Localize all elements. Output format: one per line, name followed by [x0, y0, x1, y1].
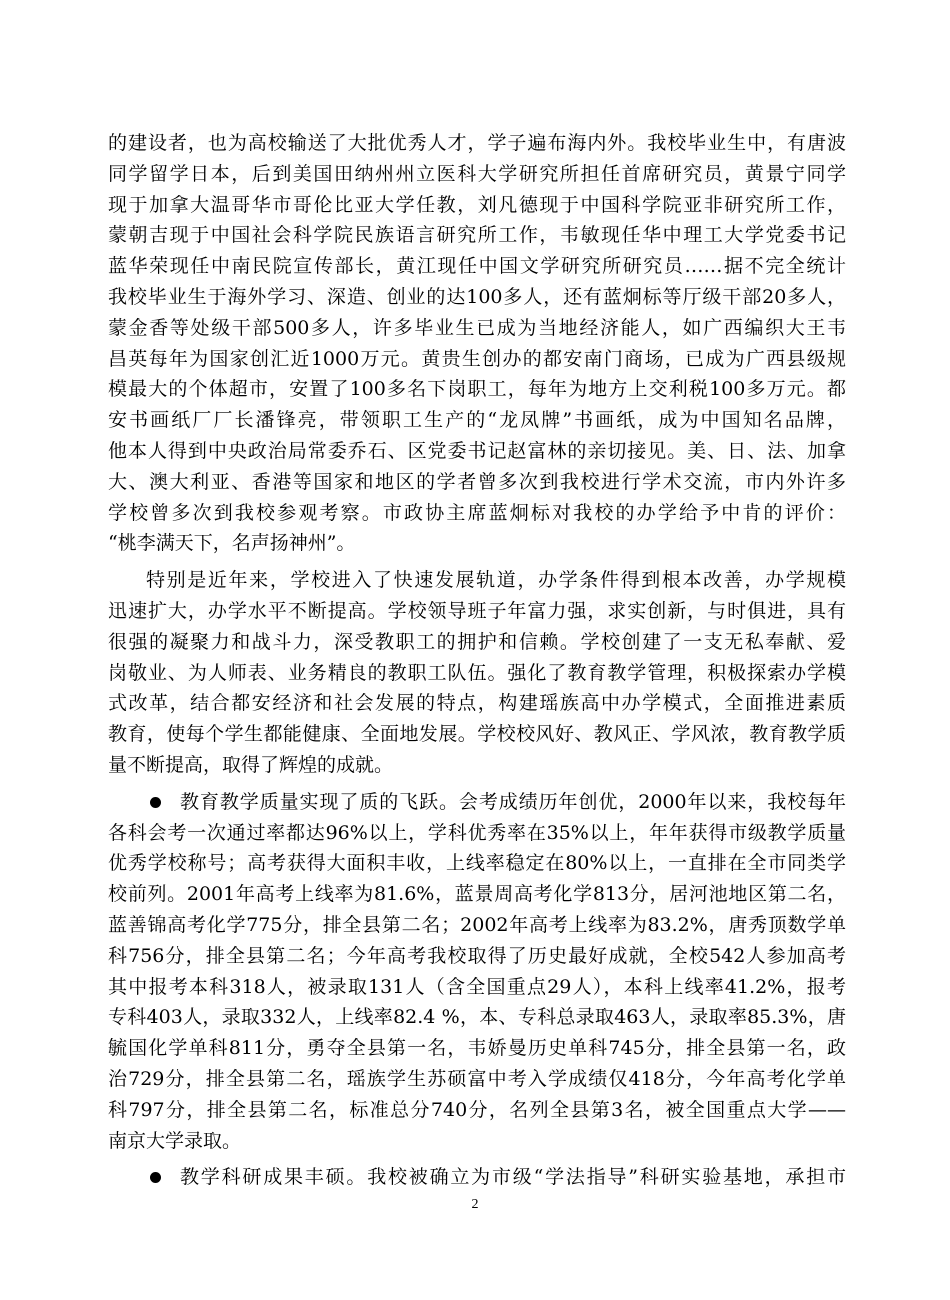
text-line: 专科403人，录取332人，上线率82.4 %，本、专科总录取463人，录取率85.3%，唐 [108, 1006, 846, 1029]
bullet-research [108, 1162, 846, 1193]
text-line: 量不断提高，取得了辉煌的成就。 [108, 753, 394, 776]
text-line: 科756分，排全县第二名；今年高考我校取得了历史最好成就，全校542人参加高考 [108, 944, 846, 967]
text-line: 毓国化学单科811分，勇夺全县第一名，韦娇曼历史单科745分，排全县第一名，政 [108, 1037, 846, 1060]
text-line: 迅速扩大，办学水平不断提高。学校领导班子年富力强，求实创新，与时俱进，具有 [108, 599, 846, 622]
text-line: 蓝华荣现任中南民院宣传部长，黄江现任中国文学研究所研究员……据不完全统计 [108, 255, 846, 278]
text-line: 式改革，结合都安经济和社会发展的特点，构建瑶族高中办学模式，全面推进素质 [108, 692, 846, 715]
text-line: 安书画纸厂厂长潘锋亮，带领职工生产的“龙凤牌”书画纸，成为中国知名品牌， [108, 409, 846, 432]
text-line: 岗敬业、为人师表、业务精良的教职工队伍。强化了教育教学管理，积极探索办学模 [108, 661, 846, 684]
paragraph-alumni [108, 128, 846, 559]
bullet-first-line [108, 787, 846, 818]
bullet-first-line [108, 1162, 846, 1193]
text-line: 的建设者，也为高校输送了大批优秀人才，学子遍布海内外。我校毕业生中，有唐波 [108, 132, 846, 154]
text-line: “桃李满天下，名声扬神州”。 [108, 532, 356, 555]
text-line: 学校曾多次到我校参观考察。市政协主席蓝炯标对我校的办学给予中肯的评价： [108, 501, 846, 524]
text-line: 模最大的个体超市，安置了100多名下岗职工，每年为地方上交利税100多万元。都 [108, 378, 846, 401]
text-line: 我校毕业生于海外学习、深造、创业的达100多人，还有蓝炯标等厅级干部20多人， [108, 285, 846, 308]
text-line: 大、澳大利亚、香港等国家和地区的学者曾多次到我校进行学术交流，市内外许多 [108, 470, 846, 493]
text-line: 特别是近年来，学校进入了快速发展轨道，办学条件得到根本改善，办学规模 [146, 569, 846, 592]
text-line: 同学留学日本，后到美国田纳州州立医科大学研究所担任首席研究员，黄景宁同学 [108, 162, 846, 185]
text-line: 蓝善锦高考化学775分，排全县第二名；2002年高考上线率为83.2%，唐秀顶数学单 [108, 913, 846, 936]
text-line: 校前列。2001年高考上线率为81.6%，蓝景周高考化学813分，居河池地区第二名， [108, 883, 846, 906]
text-line: 教学科研成果丰硕。我校被确立为市级“学法指导”科研实验基地，承担市 [180, 1166, 846, 1189]
text-line: 其中报考本科318人，被录取131人（含全国重点29人），本科上线率41.2%，报考 [108, 975, 846, 998]
text-line: 现于加拿大温哥华市哥伦比亚大学任教，刘凡德现于中国科学院亚非研究所工作， [108, 193, 846, 216]
bullet-teaching-quality [108, 787, 846, 1157]
text-line: 昌英每年为国家创汇近1000万元。黄贵生创办的都安南门商场，已成为广西县级规 [108, 347, 846, 370]
paragraph-recent-development [108, 565, 846, 781]
text-line: 教育，使每个学生都能健康、全面地发展。学校校风好、教风正、学风浓，教育教学质 [108, 723, 846, 746]
text-line: 各科会考一次通过率都达96%以上，学科优秀率在35%以上，年年获得市级教学质量 [108, 821, 846, 844]
text-line: 优秀学校称号；高考获得大面积丰收，上线率稳定在80%以上，一直排在全市同类学 [108, 852, 846, 875]
text-line: 他本人得到中央政治局常委乔石、区党委书记赵富林的亲切接见。美、日、法、加拿 [108, 439, 846, 462]
text-line: 蒙金香等处级干部500多人，许多毕业生已成为当地经济能人，如广西编织大王韦 [108, 316, 846, 339]
text-line: 科797分，排全县第二名，标准总分740分，名列全县第3名，被全国重点大学—— [108, 1098, 846, 1121]
text-line: 教育教学质量实现了质的飞跃。会考成绩历年创优，2000年以来，我校每年 [180, 790, 846, 813]
text-line: 治729分，排全县第二名，瑶族学生苏硕富中考入学成绩仅418分，今年高考化学单 [108, 1067, 846, 1090]
text-line: 南京大学录取。 [108, 1129, 242, 1152]
bullet-dot-icon [150, 797, 161, 808]
page-number: 2 [471, 1197, 479, 1212]
text-line: 蒙朝吉现于中国社会科学院民族语言研究所工作，韦敏现任华中理工大学党委书记 [108, 224, 846, 247]
document-page [108, 128, 846, 1193]
text-line: 很强的凝聚力和战斗力，深受教职工的拥护和信赖。学校创建了一支无私奉献、爱 [108, 630, 846, 653]
